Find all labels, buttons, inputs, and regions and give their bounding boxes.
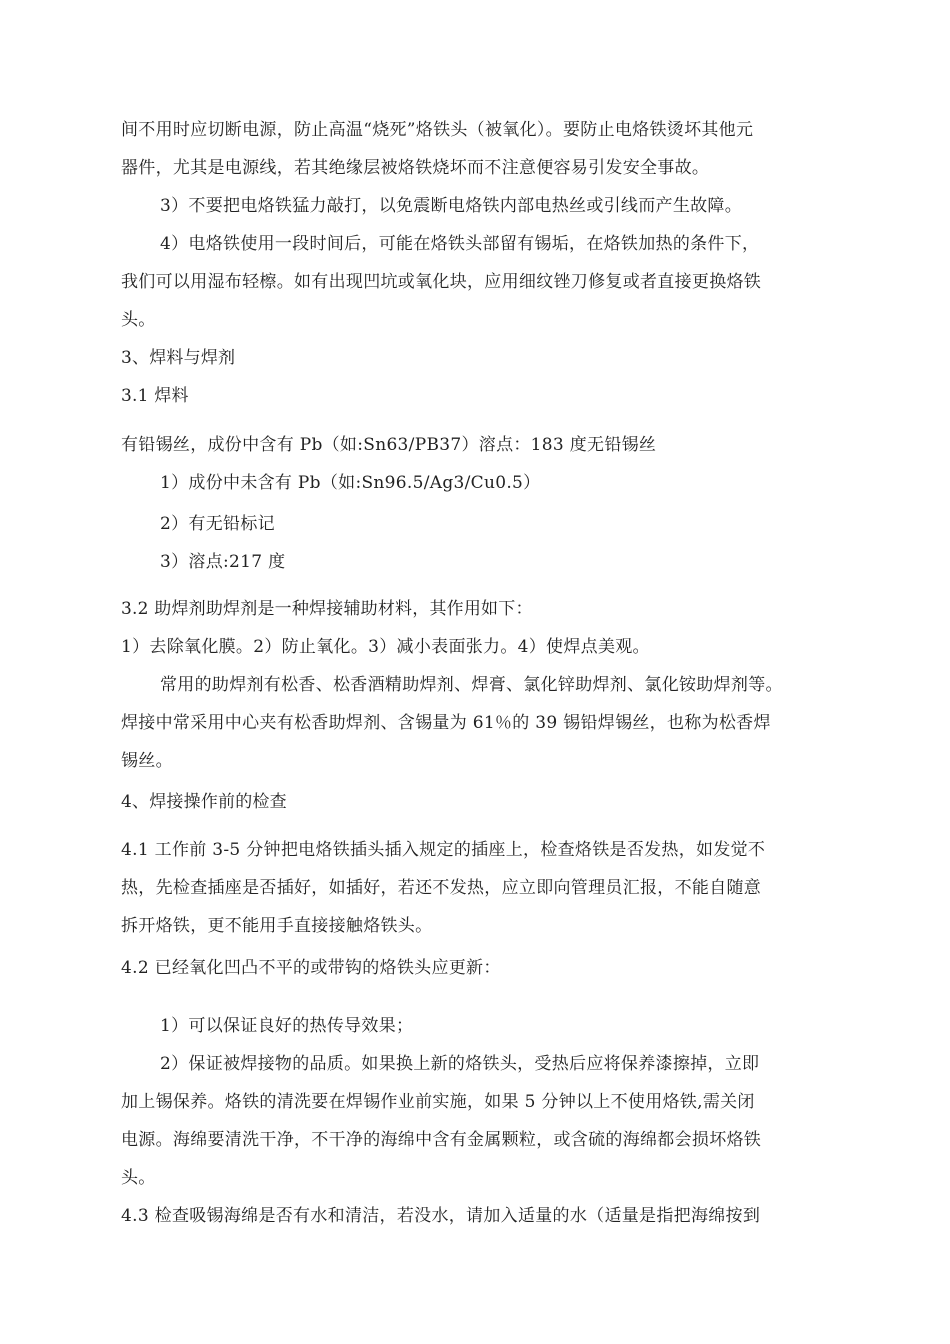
body-line: 间不用时应切断电源，防止高温“烧死”烙铁头（被氧化）。要防止电烙铁烫坏其他元 <box>121 120 754 140</box>
body-line: 锡丝。 <box>121 751 173 771</box>
body-line: 热，先检查插座是否插好，如插好，若还不发热，应立即向管理员汇报，不能自随意 <box>121 878 762 898</box>
list-item: 4）电烙铁使用一段时间后，可能在烙铁头部留有锡垢，在烙铁加热的条件下， <box>160 234 760 254</box>
body-line: 有铅锡丝，成份中含有 Pb（如:Sn63/PB37）溶点：183 度无铅锡丝 <box>121 435 657 455</box>
subsection-heading: 4.2 已经氧化凹凸不平的或带钩的烙铁头应更新： <box>121 958 501 978</box>
body-line: 头。 <box>121 310 156 330</box>
list-item: 2）保证被焊接物的品质。如果换上新的烙铁头，受热后应将保养漆擦掉，立即 <box>160 1054 760 1074</box>
body-line: 加上锡保养。烙铁的清洗要在焊锡作业前实施，如果 5 分钟以上不使用烙铁,需关闭 <box>121 1092 755 1112</box>
section-heading: 3、焊料与焊剂 <box>121 348 236 368</box>
subsection-heading: 3.1 焊料 <box>121 386 189 406</box>
subsection-heading: 4.3 检查吸锡海绵是否有水和清洁，若没水，请加入适量的水（适量是指把海绵按到 <box>121 1206 761 1226</box>
list-item: 3）不要把电烙铁猛力敲打，以免震断电烙铁内部电热丝或引线而产生故障。 <box>160 196 743 216</box>
body-line: 拆开烙铁，更不能用手直接接触烙铁头。 <box>121 916 433 936</box>
subsection-heading: 3.2 助焊剂助焊剂是一种焊接辅助材料，其作用如下： <box>121 599 533 619</box>
list-item: 2）有无铅标记 <box>160 514 275 534</box>
section-heading: 4、焊接操作前的检查 <box>121 792 287 812</box>
list-item: 3）溶点:217 度 <box>160 552 286 572</box>
body-line: 4.1 工作前 3-5 分钟把电烙铁插头插入规定的插座上，检查烙铁是否发热，如发觉不 <box>121 840 766 860</box>
body-line: 头。 <box>121 1168 156 1188</box>
body-line: 1）去除氧化膜。2）防止氧化。3）减小表面张力。4）使焊点美观。 <box>121 637 650 657</box>
body-line: 常用的助焊剂有松香、松香酒精助焊剂、焊膏、氯化锌助焊剂、氯化铵助焊剂等。 <box>160 675 783 695</box>
body-line: 器件，尤其是电源线，若其绝缘层被烙铁烧坏而不注意便容易引发安全事故。 <box>121 158 710 178</box>
body-line: 我们可以用湿布轻檫。如有出现凹坑或氧化块，应用细纹锉刀修复或者直接更换烙铁 <box>121 272 762 292</box>
body-line: 焊接中常采用中心夹有松香助焊剂、含锡量为 61％的 39 锡铅焊锡丝，也称为松香焊 <box>121 713 771 733</box>
body-line: 电源。海绵要清洗干净，不干净的海绵中含有金属颗粒，或含硫的海绵都会损坏烙铁 <box>121 1130 762 1150</box>
list-item: 1）成份中未含有 Pb（如:Sn96.5/Ag3/Cu0.5） <box>160 473 541 493</box>
list-item: 1）可以保证良好的热传导效果； <box>160 1016 414 1036</box>
